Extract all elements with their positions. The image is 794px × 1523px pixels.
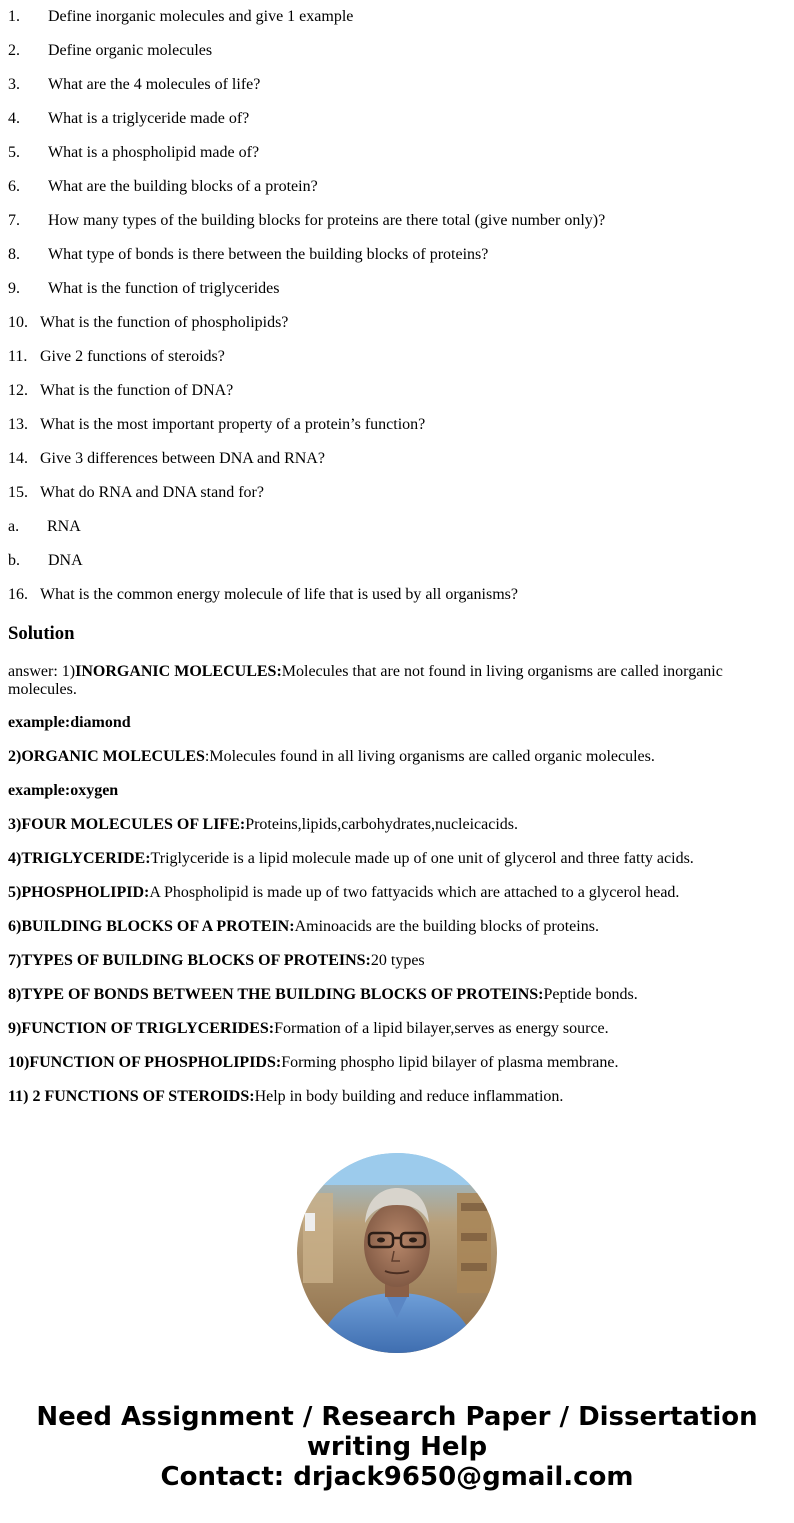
question-number: 3. — [8, 76, 20, 93]
question-number: 7. — [8, 212, 20, 229]
answer-item — [8, 884, 778, 902]
question-text: RNA — [47, 518, 81, 535]
question-number: 10. — [8, 314, 28, 331]
answer-label: 6)BUILDING BLOCKS OF A PROTEIN: — [8, 918, 295, 935]
answer-item — [8, 1054, 778, 1072]
contact-banner — [0, 1402, 794, 1492]
question-number: 6. — [8, 178, 20, 195]
avatar — [297, 1153, 497, 1353]
answer-item — [8, 714, 778, 732]
answer-text: Peptide bonds. — [543, 986, 638, 1003]
question-number: 1. — [8, 8, 20, 25]
answer-item — [8, 918, 778, 936]
question-number: 4. — [8, 110, 20, 127]
answer-item — [8, 850, 778, 868]
question-item — [8, 245, 488, 265]
question-number: b. — [8, 552, 20, 569]
answer-item — [8, 952, 778, 970]
question-number: 13. — [8, 416, 28, 433]
answer-item — [8, 663, 778, 699]
answer-item — [8, 748, 778, 766]
question-item — [8, 7, 353, 27]
question-number: 16. — [8, 586, 28, 603]
answer-label: 4)TRIGLYCERIDE: — [8, 850, 151, 867]
question-item — [8, 415, 425, 435]
answer-text: :Molecules found in all living organisms are called organic molecules. — [204, 748, 655, 765]
answer-text: Molecules that are not found in living organisms are called inorganic molecules. — [8, 663, 723, 698]
question-text: What are the building blocks of a protein? — [48, 178, 318, 195]
sub-question-item — [8, 517, 81, 537]
question-number: 2. — [8, 42, 20, 59]
question-number: 5. — [8, 144, 20, 161]
question-text: What do RNA and DNA stand for? — [40, 484, 264, 501]
question-number: 15. — [8, 484, 28, 501]
question-number: 11. — [8, 348, 28, 365]
question-number: 12. — [8, 382, 28, 399]
question-item — [8, 449, 325, 469]
sub-question-item — [8, 551, 83, 571]
answer-item — [8, 816, 778, 834]
answer-item — [8, 1020, 778, 1038]
question-text: What is the most important property of a protein’s function? — [40, 416, 426, 433]
contact-email[interactable]: Contact: drjack9650@gmail.com — [160, 1462, 634, 1492]
question-text: Give 2 functions of steroids? — [40, 348, 225, 365]
question-text: What is a triglyceride made of? — [48, 110, 250, 127]
answer-text: Forming phospho lipid bilayer of plasma membrane. — [281, 1054, 619, 1071]
question-item — [8, 109, 249, 129]
question-number: 14. — [8, 450, 28, 467]
answer-item — [8, 1088, 778, 1106]
question-item — [8, 381, 233, 401]
answer-label: 3)FOUR MOLECULES OF LIFE: — [8, 816, 246, 833]
answer-label: INORGANIC MOLECULES: — [75, 663, 282, 680]
question-text: What is the function of DNA? — [40, 382, 234, 399]
question-text: DNA — [48, 552, 83, 569]
answer-label: 7)TYPES OF BUILDING BLOCKS OF PROTEINS: — [8, 952, 371, 969]
question-text: Give 3 differences between DNA and RNA? — [40, 450, 325, 467]
answer-item — [8, 986, 778, 1004]
answer-label: example:diamond — [8, 714, 131, 731]
question-text: How many types of the building blocks for proteins are there total (give number only)? — [48, 212, 606, 229]
answer-label: 11) 2 FUNCTIONS OF STEROIDS: — [8, 1088, 255, 1105]
answer-text: Triglyceride is a lipid molecule made up of one unit of glycerol and three fatty acids. — [150, 850, 694, 867]
answer-label: 8)TYPE OF BONDS BETWEEN THE BUILDING BLOCKS OF PROTEINS: — [8, 986, 544, 1003]
question-number: 9. — [8, 280, 20, 297]
question-item — [8, 143, 259, 163]
answer-text: Proteins,lipids,carbohydrates,nucleicacids. — [245, 816, 519, 833]
question-text: Define organic molecules — [48, 42, 213, 59]
question-text: What is a phospholipid made of? — [48, 144, 260, 161]
question-number: 8. — [8, 246, 20, 263]
banner-line: Need Assignment / Research Paper / Dissertation — [36, 1402, 758, 1432]
question-item — [8, 211, 605, 231]
question-number: a. — [8, 518, 20, 535]
question-item — [8, 585, 518, 605]
answer-label: 5)PHOSPHOLIPID: — [8, 884, 150, 901]
answer-text: A Phospholipid is made up of two fattyacids which are attached to a glycerol head. — [149, 884, 680, 901]
answer-label: 9)FUNCTION OF TRIGLYCERIDES: — [8, 1020, 275, 1037]
question-text: What is the function of triglycerides — [48, 280, 280, 297]
answer-text: Aminoacids are the building blocks of proteins. — [294, 918, 599, 935]
question-text: What type of bonds is there between the building blocks of proteins? — [48, 246, 489, 263]
solution-heading: Solution — [8, 623, 75, 644]
question-item — [8, 41, 212, 61]
question-text: What is the common energy molecule of life that is used by all organisms? — [40, 586, 518, 603]
question-item — [8, 177, 318, 197]
answer-label: example:oxygen — [8, 782, 119, 799]
question-item — [8, 483, 264, 503]
answer-text: Formation of a lipid bilayer,serves as energy source. — [274, 1020, 609, 1037]
banner-line: writing Help — [306, 1432, 488, 1462]
question-item — [8, 75, 260, 95]
question-text: What are the 4 molecules of life? — [48, 76, 261, 93]
answer-label: 10)FUNCTION OF PHOSPHOLIPIDS: — [8, 1054, 282, 1071]
question-item — [8, 347, 225, 367]
question-text: What is the function of phospholipids? — [40, 314, 289, 331]
answer-prefix: answer: 1) — [8, 663, 76, 680]
question-item — [8, 313, 288, 333]
question-text: Define inorganic molecules and give 1 example — [48, 8, 354, 25]
answer-text: Help in body building and reduce inflammation. — [254, 1088, 564, 1105]
answer-text: 20 types — [370, 952, 425, 969]
question-item — [8, 279, 279, 299]
answer-item — [8, 782, 778, 800]
portrait-image — [297, 1153, 497, 1353]
answer-label: 2)ORGANIC MOLECULES — [8, 748, 205, 765]
